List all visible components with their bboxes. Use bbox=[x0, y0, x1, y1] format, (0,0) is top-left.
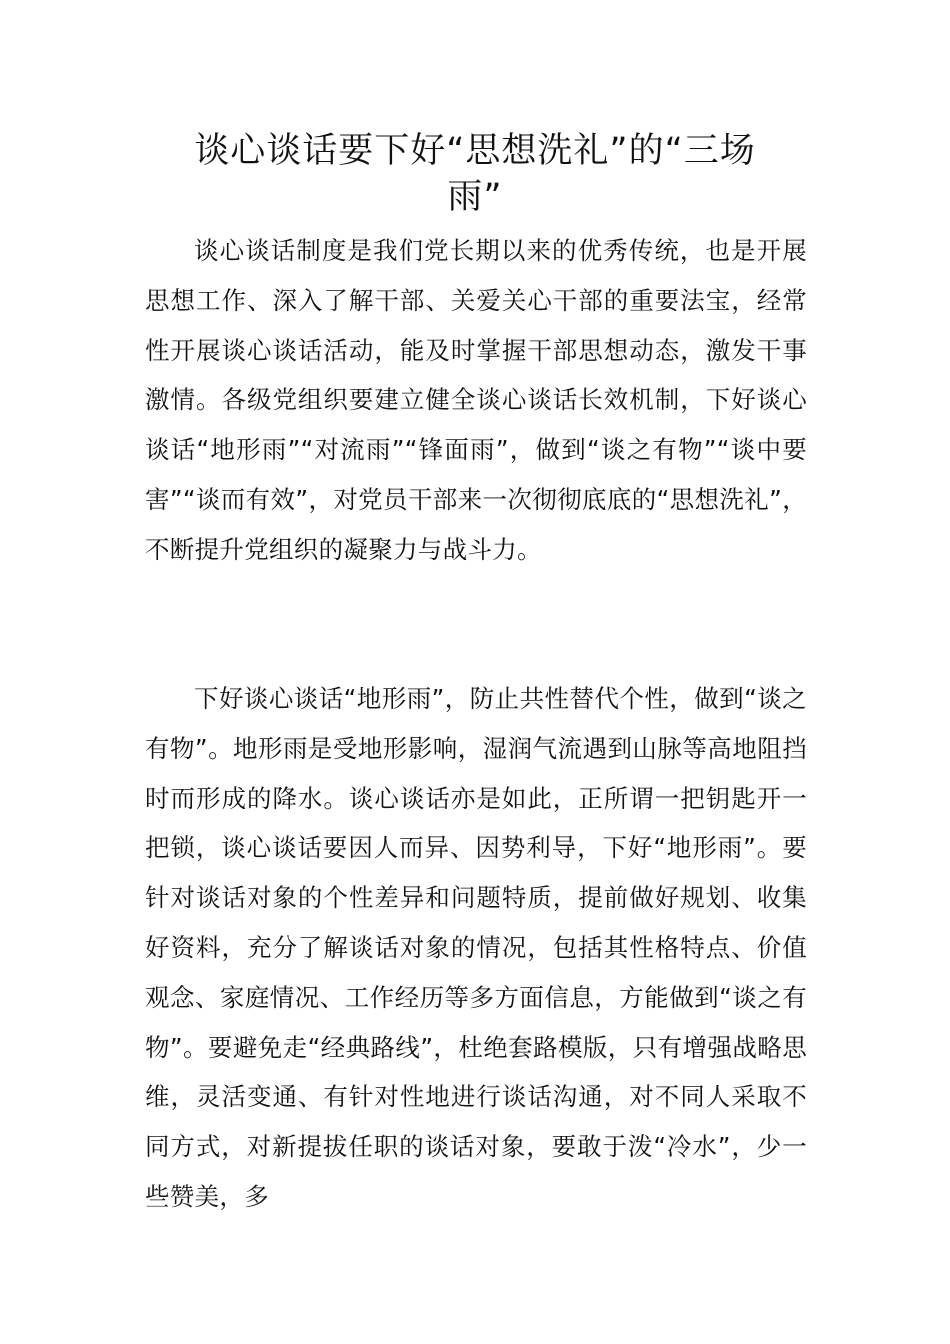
paragraph-intro: 谈心谈话制度是我们党长期以来的优秀传统，也是开展思想工作、深入了解干部、关爱关心干部的重要法宝，经常性开展谈心谈话活动，能及时掌握干部思想动态，激发干事激情。各级党组织要建立健全谈心谈话长效机制，下好谈心谈话“地形雨”“对流雨”“锋面雨”，做到“谈之有物”“谈中要害”“谈而有效”，对党员干部来一次彻彻底底的“思想洗礼”，不断提升党组织的凝聚力与战斗力。 bbox=[145, 236, 807, 564]
document-title: 谈心谈话要下好“思想洗礼”的“三场雨” bbox=[194, 131, 756, 217]
paragraph-terrain-rain: 下好谈心谈话“地形雨”，防止共性替代个性，做到“谈之有物”。地形雨是受地形影响，湿润气流遇到山脉等高地阻挡时而形成的降水。谈心谈话亦是如此，正所谓一把钥匙开一把锁，谈心谈话要因人而异、因势利导，下好“地形雨”。要针对谈话对象的个性差异和问题特质，提前做好规划、收集好资料，充分了解谈话对象的情况，包括其性格特点、价值观念、家庭情况、工作经历等多方面信息，方能做到“谈之有物”。要避免走“经典路线”，杜绝套路模版，只有增强战略思维，灵活变通、有针对性地进行谈话沟通，对不同人采取不同方式，对新提拔任职的谈话对象，要敢于泼“冷水”，少一些赞美，多 bbox=[145, 684, 807, 1211]
